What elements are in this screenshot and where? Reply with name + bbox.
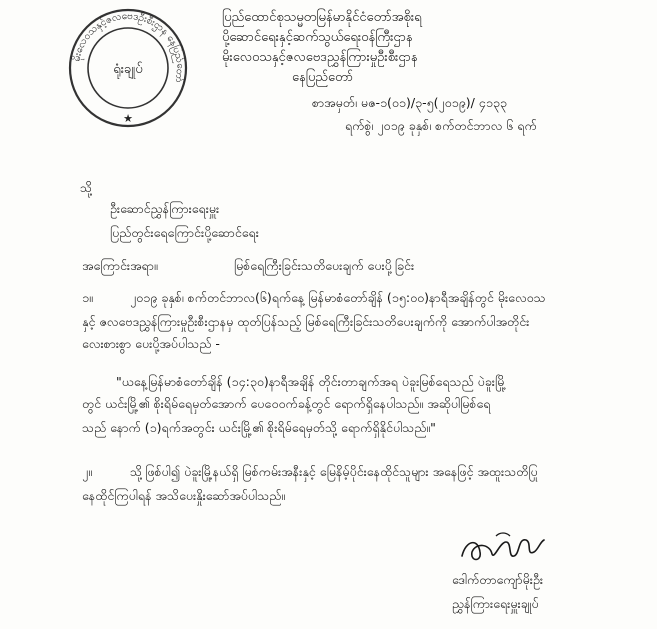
quote-line-3: သည် နောက် (၁)ရက်အတွင်း ယင်းမြို့၏ စိုးရိမ်ရေမှတ်သို့ ရောက်ရှိနိုင်ပါသည်။" xyxy=(82,420,436,435)
para1-number: ၁။ xyxy=(82,290,93,305)
para2-number: ၂။ xyxy=(82,464,92,479)
official-seal xyxy=(66,6,190,130)
signatory-name: ဒေါက်တာကျော်မိုးဦး xyxy=(452,572,544,587)
signatory-title: ညွှန်ကြားရေးမှူးချုပ် xyxy=(452,596,539,611)
subject-text: မြစ်ရေကြီးခြင်းသတိပေးချက် ပေးပို့ခြင်း xyxy=(234,258,415,273)
recipient-line-1: ဦးဆောင်ညွှန်ကြားရေးမှူး xyxy=(110,201,220,216)
recipient-to: သို့ xyxy=(80,180,93,195)
header-line-3: မိုးလေဝသနှင့်ဇလဗေဒညွှန်ကြားမှုဦးစီးဌာန xyxy=(222,50,418,65)
quote-line-1: "ယနေ့မြန်မာစံတော်ချိန် (၁၄:၃၀)နာရီအချိန် တိုင်းတာချက်အရ ပဲခူးမြစ်ရေသည် ပဲခူးမြို့ xyxy=(116,374,507,389)
quote-line-2: တွင် ယင်းမြို့၏ စိုးရိမ်ရေမှတ်အောက် ပေ၀ေ၀က်ခန့်တွင် ရောက်ရှိနေပါသည်။ အဆိုပါမြစ်ရေ xyxy=(82,396,491,411)
handwritten-signature xyxy=(456,530,548,568)
header-line-4: နေပြည်တော် xyxy=(292,70,354,85)
seal-star-icon: ★ xyxy=(123,112,133,125)
para1-line-3: လေးစားစွာ ပေးပို့အပ်ပါသည် - xyxy=(82,336,220,351)
seal-ring-text: မိုးလေဝသနှင့်ဇလဗေဒဦးစီးဌာန နေပြည်တော် xyxy=(71,10,186,84)
para2-line-1: သို့ဖြစ်ပါ၍ ပဲခူးမြို့နယ်ရှိ မြစ်ကမ်းအနီးနှင့် မြေနိမ့်ပိုင်းနေထိုင်သူများ အနေဖြင့် အထူးသတိပြု xyxy=(130,464,538,479)
seal-graphic xyxy=(66,6,190,130)
reference-number: စာအမှတ်၊ မဇ-၁(၀၁)/၃-၅(၂၀၁၉)/ ၄၁၃၃ xyxy=(312,95,507,110)
header-line-1: ပြည်ထောင်စုသမ္မတမြန်မာနိုင်ငံတော်အစိုးရ xyxy=(222,10,422,25)
para1-line-1: ၂၀၁၉ ခုနှစ်၊ စက်တင်ဘာလ(၆)ရက်နေ့ မြန်မာစံတော်ချိန် (၁၅:၀၀)နာရီအချိန်တွင် မိုးလေဝသ xyxy=(130,290,546,305)
recipient-line-2: ပြည်တွင်းရေကြောင်းပို့ဆောင်ရေး xyxy=(110,225,259,240)
para2-line-2: နေထိုင်ကြပါရန် အသိပေးနှိုးဆော်အပ်ပါသည်။ xyxy=(82,488,286,503)
header-line-2: ပို့ဆောင်ရေးနှင့်ဆက်သွယ်ရေးဝန်ကြီးဌာန xyxy=(222,30,413,45)
subject-label: အကြောင်းအရာ။ xyxy=(82,258,158,273)
seal-center-text: ရုံးချုပ် xyxy=(113,62,143,77)
para1-line-2: နှင့် ဇလဗေဒညွှန်ကြားမှုဦးစီးဌာနမှ ထုတ်ပြန်သည့် မြစ်ရေကြီးခြင်းသတိပေးချက်ကို အောက်ပါအတိုင်း xyxy=(82,314,530,329)
reference-date: ရက်စွဲ၊ ၂၀၁၉ ခုနှစ်၊ စက်တင်ဘာလ ၆ ရက် xyxy=(345,118,537,133)
